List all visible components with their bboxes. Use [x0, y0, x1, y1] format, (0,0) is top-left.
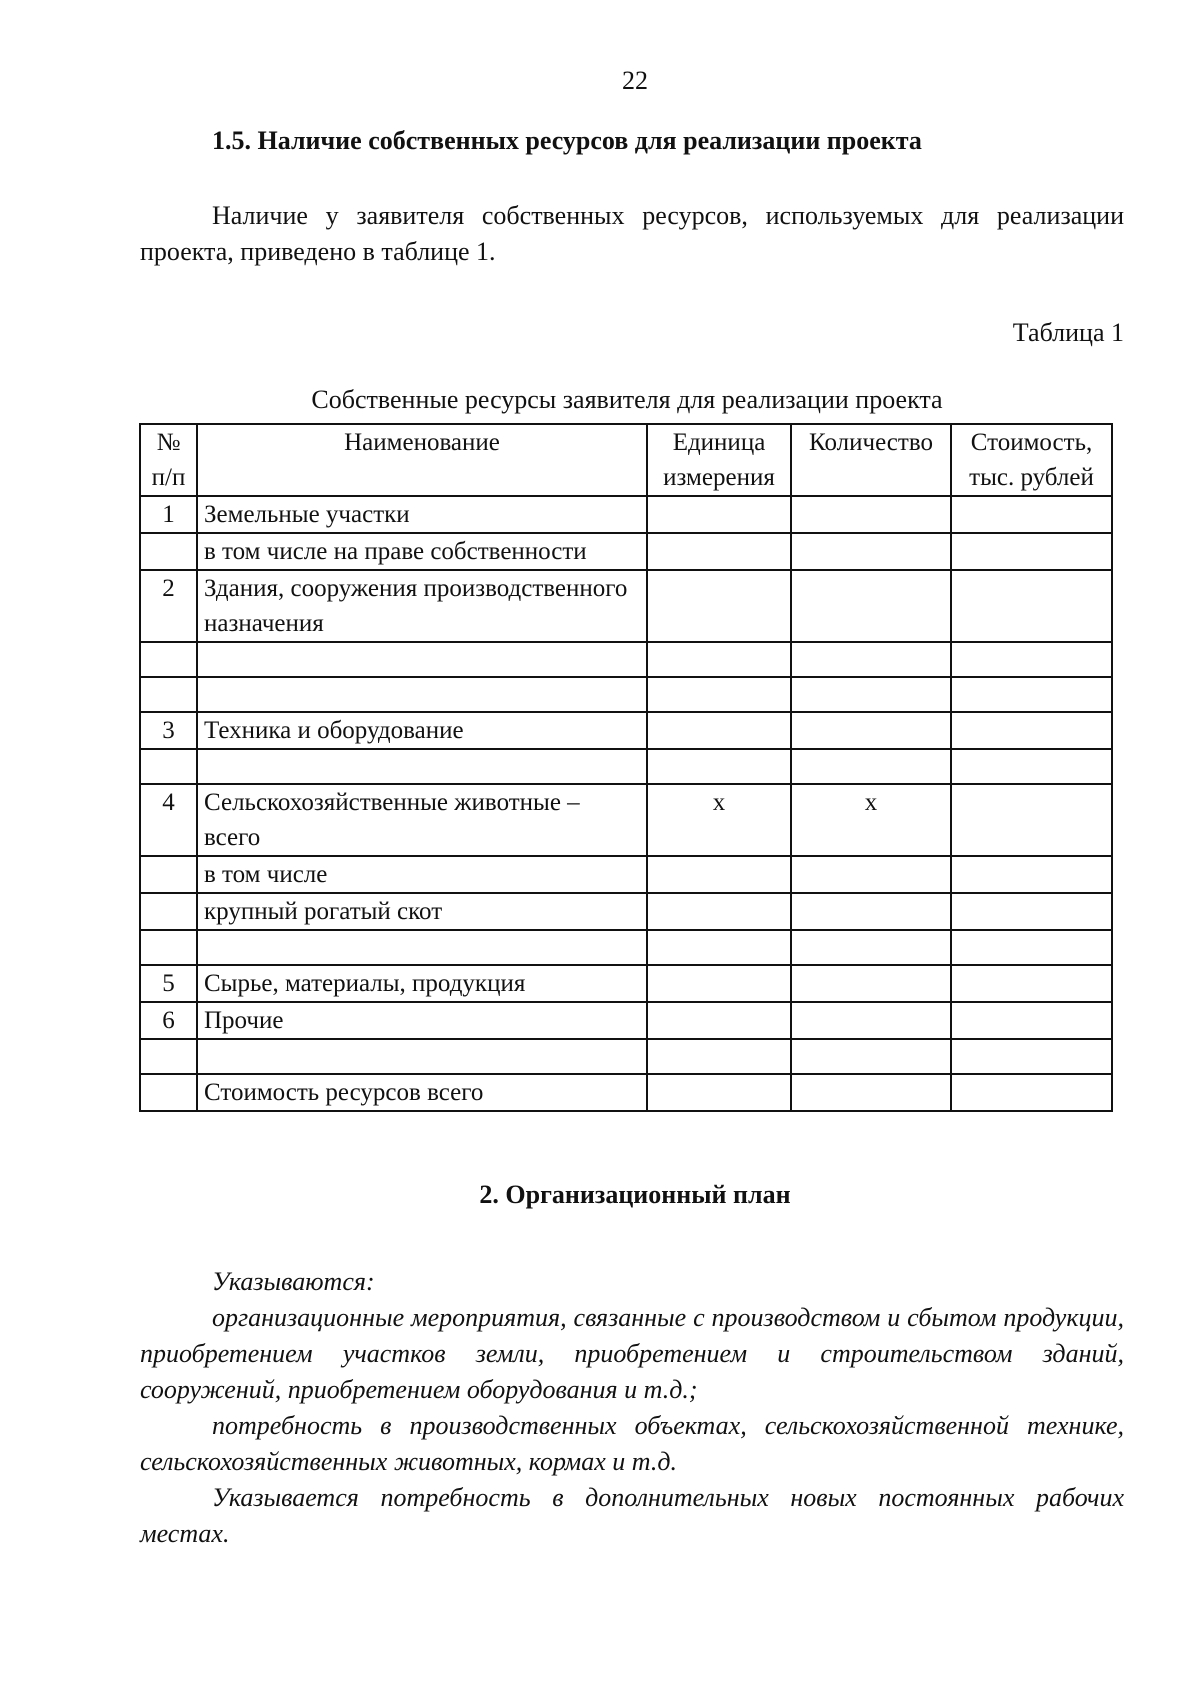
table-row [140, 930, 1112, 965]
cell-unit [647, 677, 791, 712]
cell-unit [647, 965, 791, 1002]
cell-qty [791, 965, 951, 1002]
cell-qty: х [791, 784, 951, 856]
cell-cost [951, 1074, 1112, 1111]
cell-num [140, 533, 197, 570]
table-row [140, 1074, 1112, 1111]
cell-cost [951, 856, 1112, 893]
table-row [140, 856, 1112, 893]
section2-p4: Указывается потребность в дополнительных новых постоянных рабочих местах. [140, 1483, 1124, 1548]
cell-num: 5 [140, 965, 197, 1002]
table-row [140, 712, 1112, 749]
cell-name: Земельные участки [197, 496, 647, 533]
table-row [140, 1002, 1112, 1039]
cell-unit [647, 749, 791, 784]
header-qty: Количество [791, 424, 951, 496]
header-num: № п/п [140, 424, 197, 496]
intro-paragraph: Наличие у заявителя собственных ресурсов, используемых для реализации проекта, приведено в таблице 1. [140, 201, 1124, 266]
cell-name [197, 749, 647, 784]
section2-title: 2. Организационный план [479, 1180, 791, 1209]
cell-num [140, 642, 197, 677]
cell-unit [647, 930, 791, 965]
cell-num [140, 930, 197, 965]
section2-p3: потребность в производственных объектах, сельскохозяйственной технике, сельскохозяйственных животных, кормах и т.д. [140, 1411, 1124, 1476]
table-row [140, 496, 1112, 533]
cell-num [140, 1039, 197, 1074]
cell-unit [647, 496, 791, 533]
section2-p2: организационные мероприятия, связанные с производством и сбытом продукции, приобретением участков земли, приобретением и строительством зданий, сооружений, приобретением оборудования и т.д.; [140, 1303, 1124, 1404]
cell-cost [951, 496, 1112, 533]
cell-name: Здания, сооружения производственного назначения [197, 570, 647, 642]
cell-name: в том числе на праве собственности [197, 533, 647, 570]
cell-unit [647, 1039, 791, 1074]
section2-lead [140, 1264, 1124, 1552]
table-label: Таблица 1 [1012, 318, 1124, 347]
cell-num [140, 893, 197, 930]
header-cost: Стоимость, тыс. рублей [951, 424, 1112, 496]
table-row [140, 1039, 1112, 1074]
table-row [140, 677, 1112, 712]
cell-qty [791, 856, 951, 893]
cell-cost [951, 784, 1112, 856]
table-row [140, 893, 1112, 930]
section2-p1: Указываются: [212, 1267, 375, 1296]
table-row [140, 570, 1112, 642]
cell-num: 4 [140, 784, 197, 856]
cell-unit [647, 712, 791, 749]
cell-unit [647, 570, 791, 642]
cell-name [197, 642, 647, 677]
resources-table [139, 423, 1113, 1112]
cell-cost [951, 930, 1112, 965]
cell-unit [647, 856, 791, 893]
cell-name: крупный рогатый скот [197, 893, 647, 930]
cell-name: Стоимость ресурсов всего [197, 1074, 647, 1111]
cell-cost [951, 570, 1112, 642]
cell-unit: х [647, 784, 791, 856]
cell-qty [791, 677, 951, 712]
cell-qty [791, 930, 951, 965]
cell-unit [647, 642, 791, 677]
cell-cost [951, 533, 1112, 570]
cell-qty [791, 1002, 951, 1039]
cell-num [140, 856, 197, 893]
cell-cost [951, 712, 1112, 749]
cell-cost [951, 1039, 1112, 1074]
cell-qty [791, 749, 951, 784]
table-row [140, 642, 1112, 677]
header-unit: Единица измерения [647, 424, 791, 496]
cell-num: 2 [140, 570, 197, 642]
cell-unit [647, 1074, 791, 1111]
cell-unit [647, 1002, 791, 1039]
table-row [140, 533, 1112, 570]
cell-num [140, 749, 197, 784]
cell-cost [951, 893, 1112, 930]
cell-name: Техника и оборудование [197, 712, 647, 749]
table-caption: Собственные ресурсы заявителя для реализации проекта [311, 385, 943, 414]
cell-name [197, 677, 647, 712]
page-number: 22 [622, 66, 648, 95]
cell-unit [647, 893, 791, 930]
cell-name: Прочие [197, 1002, 647, 1039]
cell-cost [951, 965, 1112, 1002]
cell-cost [951, 677, 1112, 712]
cell-num: 1 [140, 496, 197, 533]
cell-cost [951, 749, 1112, 784]
cell-num [140, 1074, 197, 1111]
cell-qty [791, 496, 951, 533]
cell-name: Сельскохозяйственные животные – всего [197, 784, 647, 856]
section-title: 1.5. Наличие собственных ресурсов для реализации проекта [212, 126, 922, 155]
cell-qty [791, 570, 951, 642]
cell-qty [791, 1074, 951, 1111]
cell-qty [791, 642, 951, 677]
cell-qty [791, 893, 951, 930]
cell-num: 6 [140, 1002, 197, 1039]
cell-cost [951, 642, 1112, 677]
cell-cost [951, 1002, 1112, 1039]
table-row [140, 784, 1112, 856]
table-row [140, 965, 1112, 1002]
table-header-row [140, 424, 1112, 496]
table-body [140, 496, 1112, 1111]
header-name: Наименование [197, 424, 647, 496]
cell-num: 3 [140, 712, 197, 749]
cell-qty [791, 533, 951, 570]
cell-num [140, 677, 197, 712]
cell-qty [791, 712, 951, 749]
cell-unit [647, 533, 791, 570]
cell-qty [791, 1039, 951, 1074]
cell-name: Сырье, материалы, продукция [197, 965, 647, 1002]
cell-name [197, 1039, 647, 1074]
cell-name [197, 930, 647, 965]
table-row [140, 749, 1112, 784]
cell-name: в том числе [197, 856, 647, 893]
